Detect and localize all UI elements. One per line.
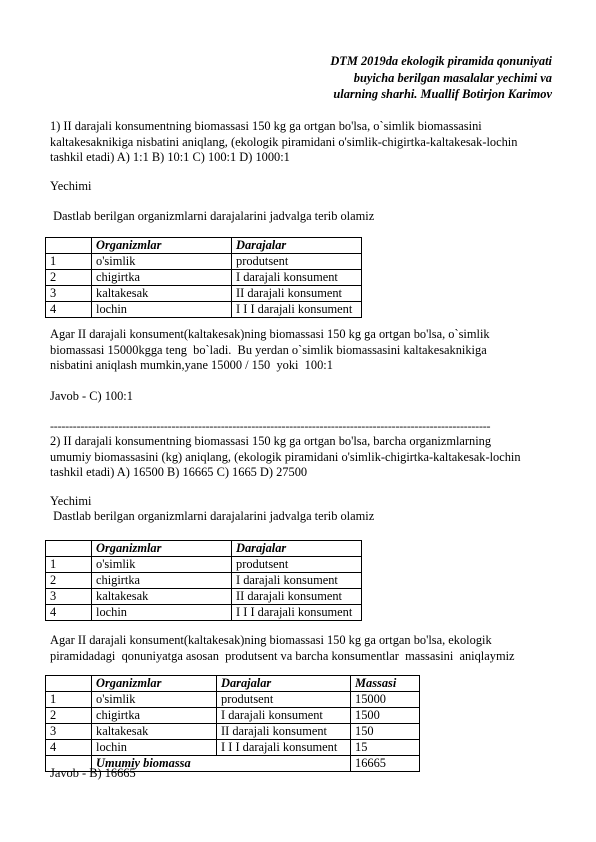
table-row <box>46 254 362 270</box>
q1-levels-table <box>45 237 362 318</box>
q2-question-line-1: 2) II darajali konsumentning biomassasi 150 kg ga ortgan bo'lsa, barcha organizmlarning <box>50 434 492 448</box>
cell-num: 2 <box>46 573 92 589</box>
table-row <box>46 557 362 573</box>
cell-mass: 15000 <box>351 692 420 708</box>
table-header-row <box>46 238 362 254</box>
cell-organism: chigirtka <box>92 270 232 286</box>
table-row <box>46 605 362 621</box>
q1-intro: Dastlab berilgan organizmlarni darajalarini jadvalga terib olamiz <box>50 209 375 223</box>
cell-organism: lochin <box>92 605 232 621</box>
cell-organism: o'simlik <box>92 254 232 270</box>
table-row <box>46 708 420 724</box>
q2-question <box>50 434 550 481</box>
cell-organism: kaltakesak <box>92 286 232 302</box>
table-row <box>46 573 362 589</box>
total-label: Umumiy biomassa <box>92 756 351 772</box>
cell-organism: o'simlik <box>92 692 217 708</box>
cell-mass: 150 <box>351 724 420 740</box>
q2-mass-table <box>45 675 420 772</box>
header-line-2: buyicha berilgan masalalar yechimi va <box>353 70 552 85</box>
table-row <box>46 589 362 605</box>
cell-num: 2 <box>46 708 92 724</box>
col-header-num <box>46 238 92 254</box>
cell-level: produtsent <box>232 254 362 270</box>
cell-level: produtsent <box>232 557 362 573</box>
cell-organism: lochin <box>92 302 232 318</box>
table-row <box>46 692 420 708</box>
col-header-organizmlar: Organizmlar <box>92 676 217 692</box>
col-header-organizmlar: Organizmlar <box>92 541 232 557</box>
document-header <box>252 53 552 103</box>
cell-organism: kaltakesak <box>92 589 232 605</box>
q2-answer: Javob - B) 16665 <box>50 766 136 780</box>
table-row <box>46 302 362 318</box>
cell-level: II darajali konsument <box>232 286 362 302</box>
q1-explanation-line-3: nisbatini aniqlash mumkin,yane 15000 / 150 yoki 100:1 <box>50 358 333 372</box>
col-header-num <box>46 676 92 692</box>
separator-line: -------------------------------------------------------------------------------------------------------------------- <box>50 419 491 433</box>
q2-explanation <box>50 633 550 664</box>
cell-num: 2 <box>46 270 92 286</box>
q2-question-line-2: umumiy biomassasini (kg) aniqlang, (ekologik piramidani o'simlik-chigirtka-kaltakesak-lochin <box>50 449 521 464</box>
q2-levels-table <box>45 540 362 621</box>
q2-yechimi: Yechimi <box>50 494 92 508</box>
col-header-darajalar: Darajalar <box>217 676 351 692</box>
cell-num: 1 <box>46 557 92 573</box>
table-row <box>46 286 362 302</box>
col-header-num <box>46 541 92 557</box>
q1-yechimi: Yechimi <box>50 179 92 193</box>
q1-question-line-1: 1) II darajali konsumentning biomassasi 150 kg ga ortgan bo'lsa, o`simlik biomassasini <box>50 119 482 133</box>
table-header-row <box>46 676 420 692</box>
q1-question-line-2: kaltakesaknikiga nisbatini aniqlang, (ekologik piramidani o'simlik-chigirtka-kaltakesak-lochin <box>50 134 518 149</box>
cell-organism: chigirtka <box>92 708 217 724</box>
q1-question-line-3: tashkil etadi) A) 1:1 B) 10:1 C) 100:1 D) 1000:1 <box>50 150 290 164</box>
q1-question <box>50 119 550 166</box>
cell-organism: kaltakesak <box>92 724 217 740</box>
col-header-organizmlar: Organizmlar <box>92 238 232 254</box>
col-header-darajalar: Darajalar <box>232 238 362 254</box>
cell-num: 1 <box>46 692 92 708</box>
table-row <box>46 724 420 740</box>
table-row <box>46 270 362 286</box>
cell-num: 3 <box>46 724 92 740</box>
cell-level: II darajali konsument <box>217 724 351 740</box>
cell-num: 3 <box>46 589 92 605</box>
cell-organism: o'simlik <box>92 557 232 573</box>
q2-question-line-3: tashkil etadi) A) 16500 B) 16665 C) 1665 D) 27500 <box>50 465 308 479</box>
q2-explanation-line-2: piramidadagi qonuniyatga asosan produtsent va barcha konsumentlar massasini aniqlaymiz <box>50 648 515 663</box>
cell-num: 3 <box>46 286 92 302</box>
table-row <box>46 740 420 756</box>
q1-explanation <box>50 327 550 374</box>
col-header-massasi: Massasi <box>351 676 420 692</box>
header-line-3: ularning sharhi. Muallif Botirjon Karimov <box>333 87 552 101</box>
col-header-darajalar: Darajalar <box>232 541 362 557</box>
q1-answer: Javob - C) 100:1 <box>50 389 133 403</box>
cell-level: produtsent <box>217 692 351 708</box>
cell-level: I I I darajali konsument <box>217 740 351 756</box>
cell-num: 4 <box>46 302 92 318</box>
q2-explanation-line-1: Agar II darajali konsument(kaltakesak)ning biomassasi 150 kg ga ortgan bo'lsa, ekologik <box>50 633 492 647</box>
q1-explanation-line-2: biomassasi 15000kgga teng bo`ladi. Bu yerdan o`simlik biomassasini kaltakesaknikiga <box>50 342 487 357</box>
table-header-row <box>46 541 362 557</box>
cell-num: 1 <box>46 254 92 270</box>
cell-level: I darajali konsument <box>232 573 362 589</box>
cell-mass: 1500 <box>351 708 420 724</box>
cell-level: I I I darajali konsument <box>232 605 362 621</box>
cell-mass: 15 <box>351 740 420 756</box>
cell-level: I darajali konsument <box>217 708 351 724</box>
cell-level: I darajali konsument <box>232 270 362 286</box>
total-value: 16665 <box>351 756 420 772</box>
cell-num: 4 <box>46 740 92 756</box>
cell-level: I I I darajali konsument <box>232 302 362 318</box>
q1-explanation-line-1: Agar II darajali konsument(kaltakesak)ning biomassasi 150 kg ga ortgan bo'lsa, o`simlik <box>50 327 490 341</box>
cell-organism: chigirtka <box>92 573 232 589</box>
header-line-1: DTM 2019da ekologik piramida qonuniyati <box>330 54 552 68</box>
cell-num: 4 <box>46 605 92 621</box>
q2-intro: Dastlab berilgan organizmlarni darajalarini jadvalga terib olamiz <box>50 509 375 523</box>
cell-organism: lochin <box>92 740 217 756</box>
cell-level: II darajali konsument <box>232 589 362 605</box>
